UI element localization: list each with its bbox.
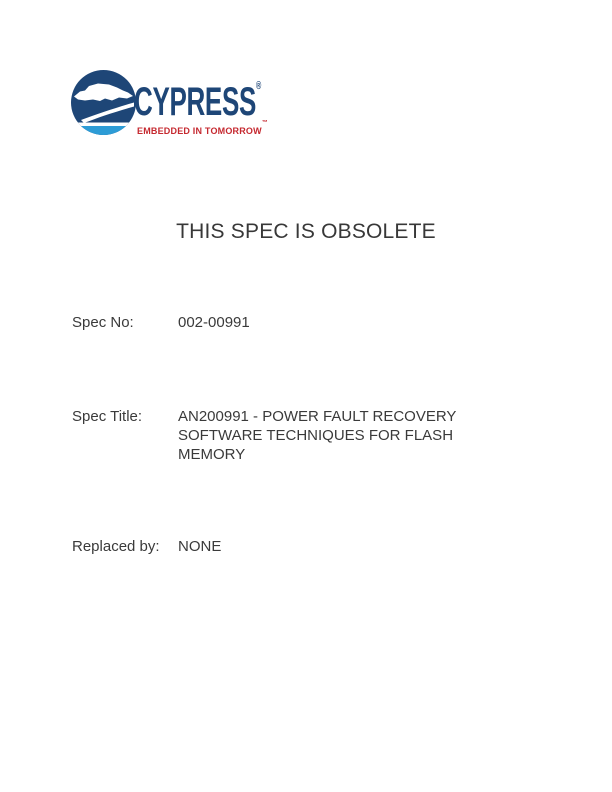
spec-title-label: Spec Title:	[72, 408, 143, 425]
replaced-by-label: Replaced by:	[72, 538, 160, 555]
registered-trademark-symbol: ®	[255, 80, 262, 92]
cypress-brand-text: CYPRESS	[134, 80, 256, 124]
cypress-wordmark	[134, 82, 261, 122]
cypress-tagline	[137, 121, 268, 139]
spec-no-value: 002-00991	[178, 314, 250, 331]
cypress-tree-emblem-icon	[71, 70, 136, 135]
spec-no-label: Spec No:	[72, 314, 134, 331]
spec-title-value: AN200991 - POWER FAULT RECOVERY SOFTWARE TECHNIQUES FOR FLASH MEMORY	[178, 408, 457, 463]
obsolete-notice-title: THIS SPEC IS OBSOLETE	[176, 220, 436, 243]
spec-no-row	[72, 313, 542, 332]
spec-title-row	[72, 407, 542, 464]
tagline-text: EMBEDDED IN TOMORROW	[137, 126, 262, 136]
trademark-symbol: ™	[261, 120, 268, 126]
replaced-by-row	[72, 537, 542, 556]
cypress-logo	[71, 70, 291, 140]
replaced-by-value: NONE	[178, 538, 222, 555]
